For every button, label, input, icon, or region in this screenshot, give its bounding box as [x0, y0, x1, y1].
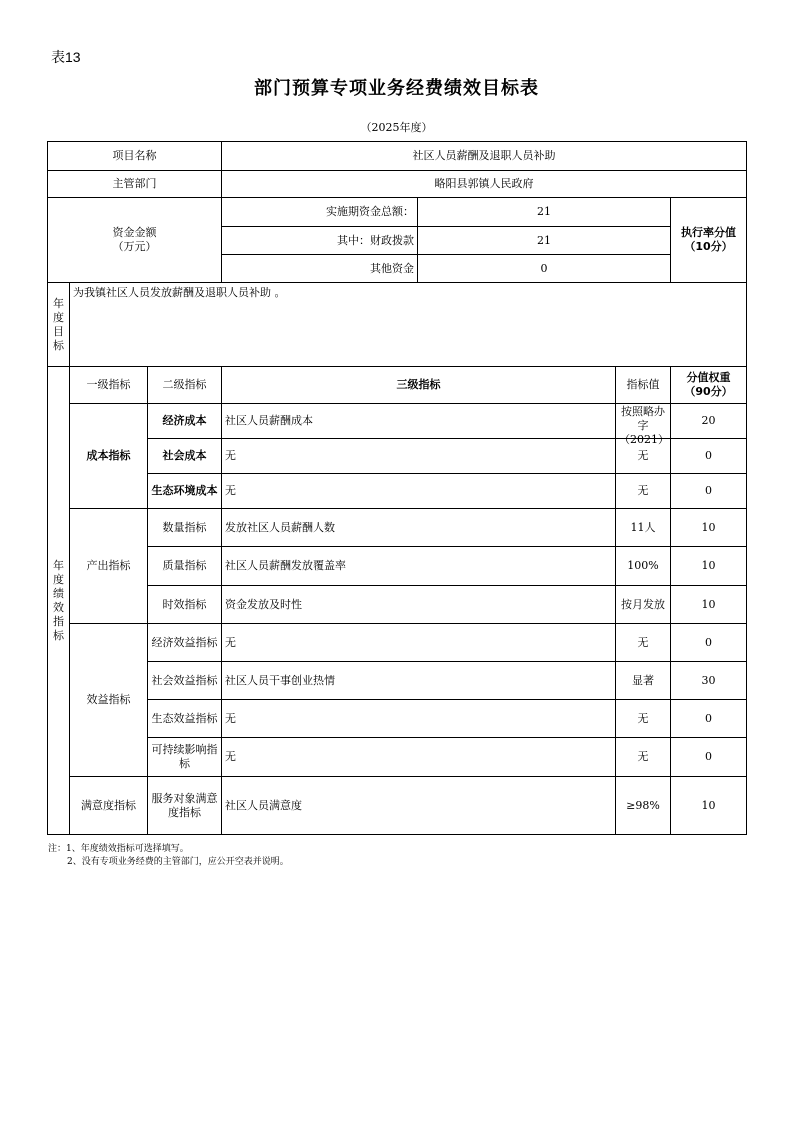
funds-total-row — [48, 198, 747, 227]
level3-cell: 无 — [222, 624, 616, 662]
level3-cell: 无 — [222, 738, 616, 777]
header-weight-line2: （90分） — [684, 385, 733, 398]
goal-label-char: 度 — [53, 310, 64, 324]
header-level2: 二级指标 — [148, 367, 222, 404]
level3-cell: 社区人员干事创业热情 — [222, 662, 616, 700]
value-cell: ≥98% — [616, 777, 671, 835]
weight-cell: 0 — [671, 474, 747, 509]
value-cell: 100% — [616, 547, 671, 586]
value-cell: 无 — [616, 738, 671, 777]
level2-cell: 数量指标 — [148, 509, 222, 547]
level2-cell: 社会效益指标 — [148, 662, 222, 700]
funds-other-label: 其他资金 — [222, 255, 418, 283]
level2-cell: 生态环境成本 — [148, 474, 222, 509]
funds-fiscal-label: 其中：财政拨款 — [222, 227, 418, 255]
weight-cell: 10 — [671, 547, 747, 586]
goal-label-char: 标 — [53, 338, 64, 352]
indicator-section-label — [48, 367, 70, 835]
weight-cell: 20 — [671, 404, 747, 439]
exec-rate-score — [671, 198, 747, 283]
table-row — [48, 700, 747, 738]
exec-rate-line1: 执行率分值 — [681, 226, 736, 239]
table-row — [48, 509, 747, 547]
header-level3: 三级指标 — [222, 367, 616, 404]
weight-cell: 0 — [671, 700, 747, 738]
table-row — [48, 662, 747, 700]
weight-cell: 10 — [671, 509, 747, 547]
table-row — [48, 624, 747, 662]
level3-cell: 无 — [222, 474, 616, 509]
level3-cell: 社区人员薪酬发放覆盖率 — [222, 547, 616, 586]
indicator-label-char: 效 — [53, 600, 64, 614]
indicator-label-char: 指 — [53, 614, 64, 628]
project-value: 社区人员薪酬及退职人员补助 — [222, 142, 747, 171]
level1-benefit: 效益指标 — [70, 624, 148, 777]
value-cell: 无 — [616, 700, 671, 738]
weight-cell: 30 — [671, 662, 747, 700]
value-cell: 11人 — [616, 509, 671, 547]
exec-rate-line2: （10分） — [684, 240, 733, 253]
level2-cell: 时效指标 — [148, 586, 222, 624]
value-cell — [616, 404, 671, 446]
header-level1: 一级指标 — [70, 367, 148, 404]
table-row — [48, 586, 747, 624]
level3-cell: 社区人员薪酬成本 — [222, 404, 616, 439]
weight-cell: 0 — [671, 439, 747, 474]
goal-label — [48, 283, 70, 367]
header-value: 指标值 — [616, 367, 671, 404]
value-cell: 按月发放 — [616, 586, 671, 624]
weight-cell: 10 — [671, 777, 747, 835]
footnote-1: 注：1、年度绩效指标可选择填写。 — [48, 844, 189, 854]
weight-cell: 0 — [671, 624, 747, 662]
dept-label: 主管部门 — [48, 171, 222, 198]
value-cell-text: 按照略办字（2021） — [619, 404, 669, 446]
project-row — [48, 142, 747, 171]
funds-label-line1: 资金金额 — [112, 226, 157, 239]
level3-cell: 无 — [222, 439, 616, 474]
footnotes — [48, 843, 289, 869]
table-row — [48, 404, 747, 439]
level1-cost: 成本指标 — [70, 404, 148, 509]
goal-row — [48, 283, 747, 367]
value-cell: 无 — [616, 474, 671, 509]
level2-cell: 质量指标 — [148, 547, 222, 586]
project-label: 项目名称 — [48, 142, 222, 171]
funds-label-line2: （万元） — [112, 240, 157, 253]
table-row — [48, 738, 747, 777]
level2-cell: 生态效益指标 — [148, 700, 222, 738]
level3-cell: 发放社区人员薪酬人数 — [222, 509, 616, 547]
funds-total-label: 实施期资金总额： — [222, 198, 418, 227]
level2-cell: 经济效益指标 — [148, 624, 222, 662]
year-label: （2025年度） — [360, 121, 433, 134]
funds-label — [48, 198, 222, 283]
level3-cell: 社区人员满意度 — [222, 777, 616, 835]
goal-label-char: 年 — [53, 296, 64, 310]
indicator-header-row — [48, 367, 747, 404]
funds-other-value: 0 — [418, 255, 671, 283]
weight-cell: 10 — [671, 586, 747, 624]
goal-label-char: 目 — [53, 324, 64, 338]
dept-row — [48, 171, 747, 198]
header-weight-line1: 分值权重 — [686, 371, 731, 384]
table-number: 表13 — [51, 49, 81, 65]
indicator-label-char: 度 — [53, 572, 64, 586]
indicator-label-char: 标 — [53, 628, 64, 642]
page-title: 部门预算专项业务经费绩效目标表 — [254, 78, 539, 99]
level3-cell: 无 — [222, 700, 616, 738]
weight-cell: 0 — [671, 738, 747, 777]
table-row — [48, 547, 747, 586]
funds-total-value: 21 — [418, 198, 671, 227]
performance-table — [47, 141, 747, 835]
level2-cell: 服务对象满意度指标 — [148, 777, 222, 835]
funds-fiscal-value: 21 — [418, 227, 671, 255]
level3-cell: 资金发放及时性 — [222, 586, 616, 624]
level2-cell: 可持续影响指标 — [148, 738, 222, 777]
level1-output: 产出指标 — [70, 509, 148, 624]
indicator-label-char: 年 — [53, 558, 64, 572]
value-cell: 显著 — [616, 662, 671, 700]
level2-cell: 经济成本 — [148, 404, 222, 439]
footnote-2: 2、没有专项业务经费的主管部门，应公开空表并说明。 — [67, 857, 289, 867]
dept-value: 略阳县郭镇人民政府 — [222, 171, 747, 198]
header-weight — [671, 367, 747, 404]
value-cell: 无 — [616, 624, 671, 662]
level1-satisfaction: 满意度指标 — [70, 777, 148, 835]
level2-cell: 社会成本 — [148, 439, 222, 474]
goal-text: 为我镇社区人员发放薪酬及退职人员补助 。 — [70, 283, 747, 367]
value-cell: 无 — [616, 439, 671, 474]
table-row — [48, 474, 747, 509]
indicator-label-char: 绩 — [53, 586, 64, 600]
table-row — [48, 777, 747, 835]
